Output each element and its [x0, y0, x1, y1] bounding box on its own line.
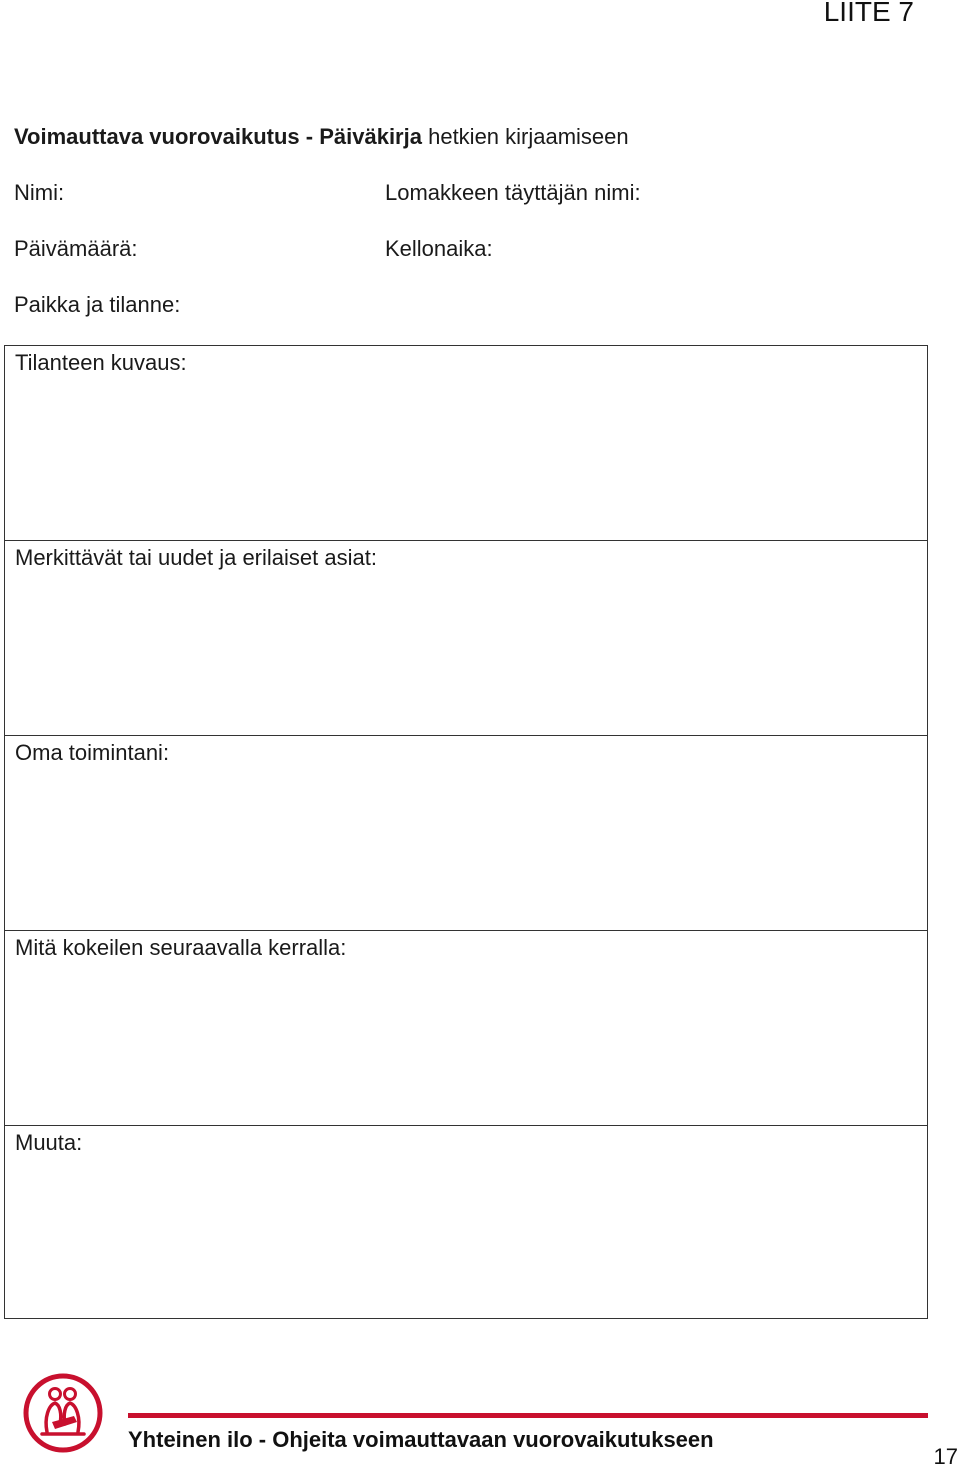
title-rest: hetkien kirjaamiseen: [428, 124, 629, 149]
family-logo-icon: [22, 1372, 104, 1454]
place-field-label: Paikka ja tilanne:: [14, 292, 181, 317]
section-label: Merkittävät tai uudet ja erilaiset asiat:: [15, 545, 377, 570]
footer-title: Yhteinen ilo - Ohjeita voimauttavaan vuorovaikutukseen: [128, 1427, 714, 1452]
section-label: Muuta:: [15, 1130, 83, 1155]
name-field-label: Nimi:: [14, 180, 65, 205]
diary-form-table: [4, 345, 928, 1319]
section-own-actions[interactable]: [5, 736, 927, 931]
section-label: Tilanteen kuvaus:: [15, 350, 187, 375]
section-notable-things[interactable]: [5, 541, 927, 736]
section-next-time[interactable]: [5, 931, 927, 1126]
section-other[interactable]: [5, 1126, 927, 1320]
page-number: 17: [933, 1444, 958, 1469]
date-field-label: Päivämäärä:: [14, 236, 138, 261]
time-field-label: Kellonaika:: [385, 236, 493, 261]
section-label: Mitä kokeilen seuraavalla kerralla:: [15, 935, 347, 960]
page-title: [14, 124, 629, 150]
footer-divider: [128, 1413, 928, 1418]
section-label: Oma toimintani:: [15, 740, 170, 765]
appendix-label: LIITE 7: [823, 0, 914, 27]
filler-name-field-label: Lomakkeen täyttäjän nimi:: [385, 180, 641, 205]
title-bold: Voimauttava vuorovaikutus - Päiväkirja: [14, 124, 422, 149]
section-situation-description[interactable]: [5, 346, 927, 541]
